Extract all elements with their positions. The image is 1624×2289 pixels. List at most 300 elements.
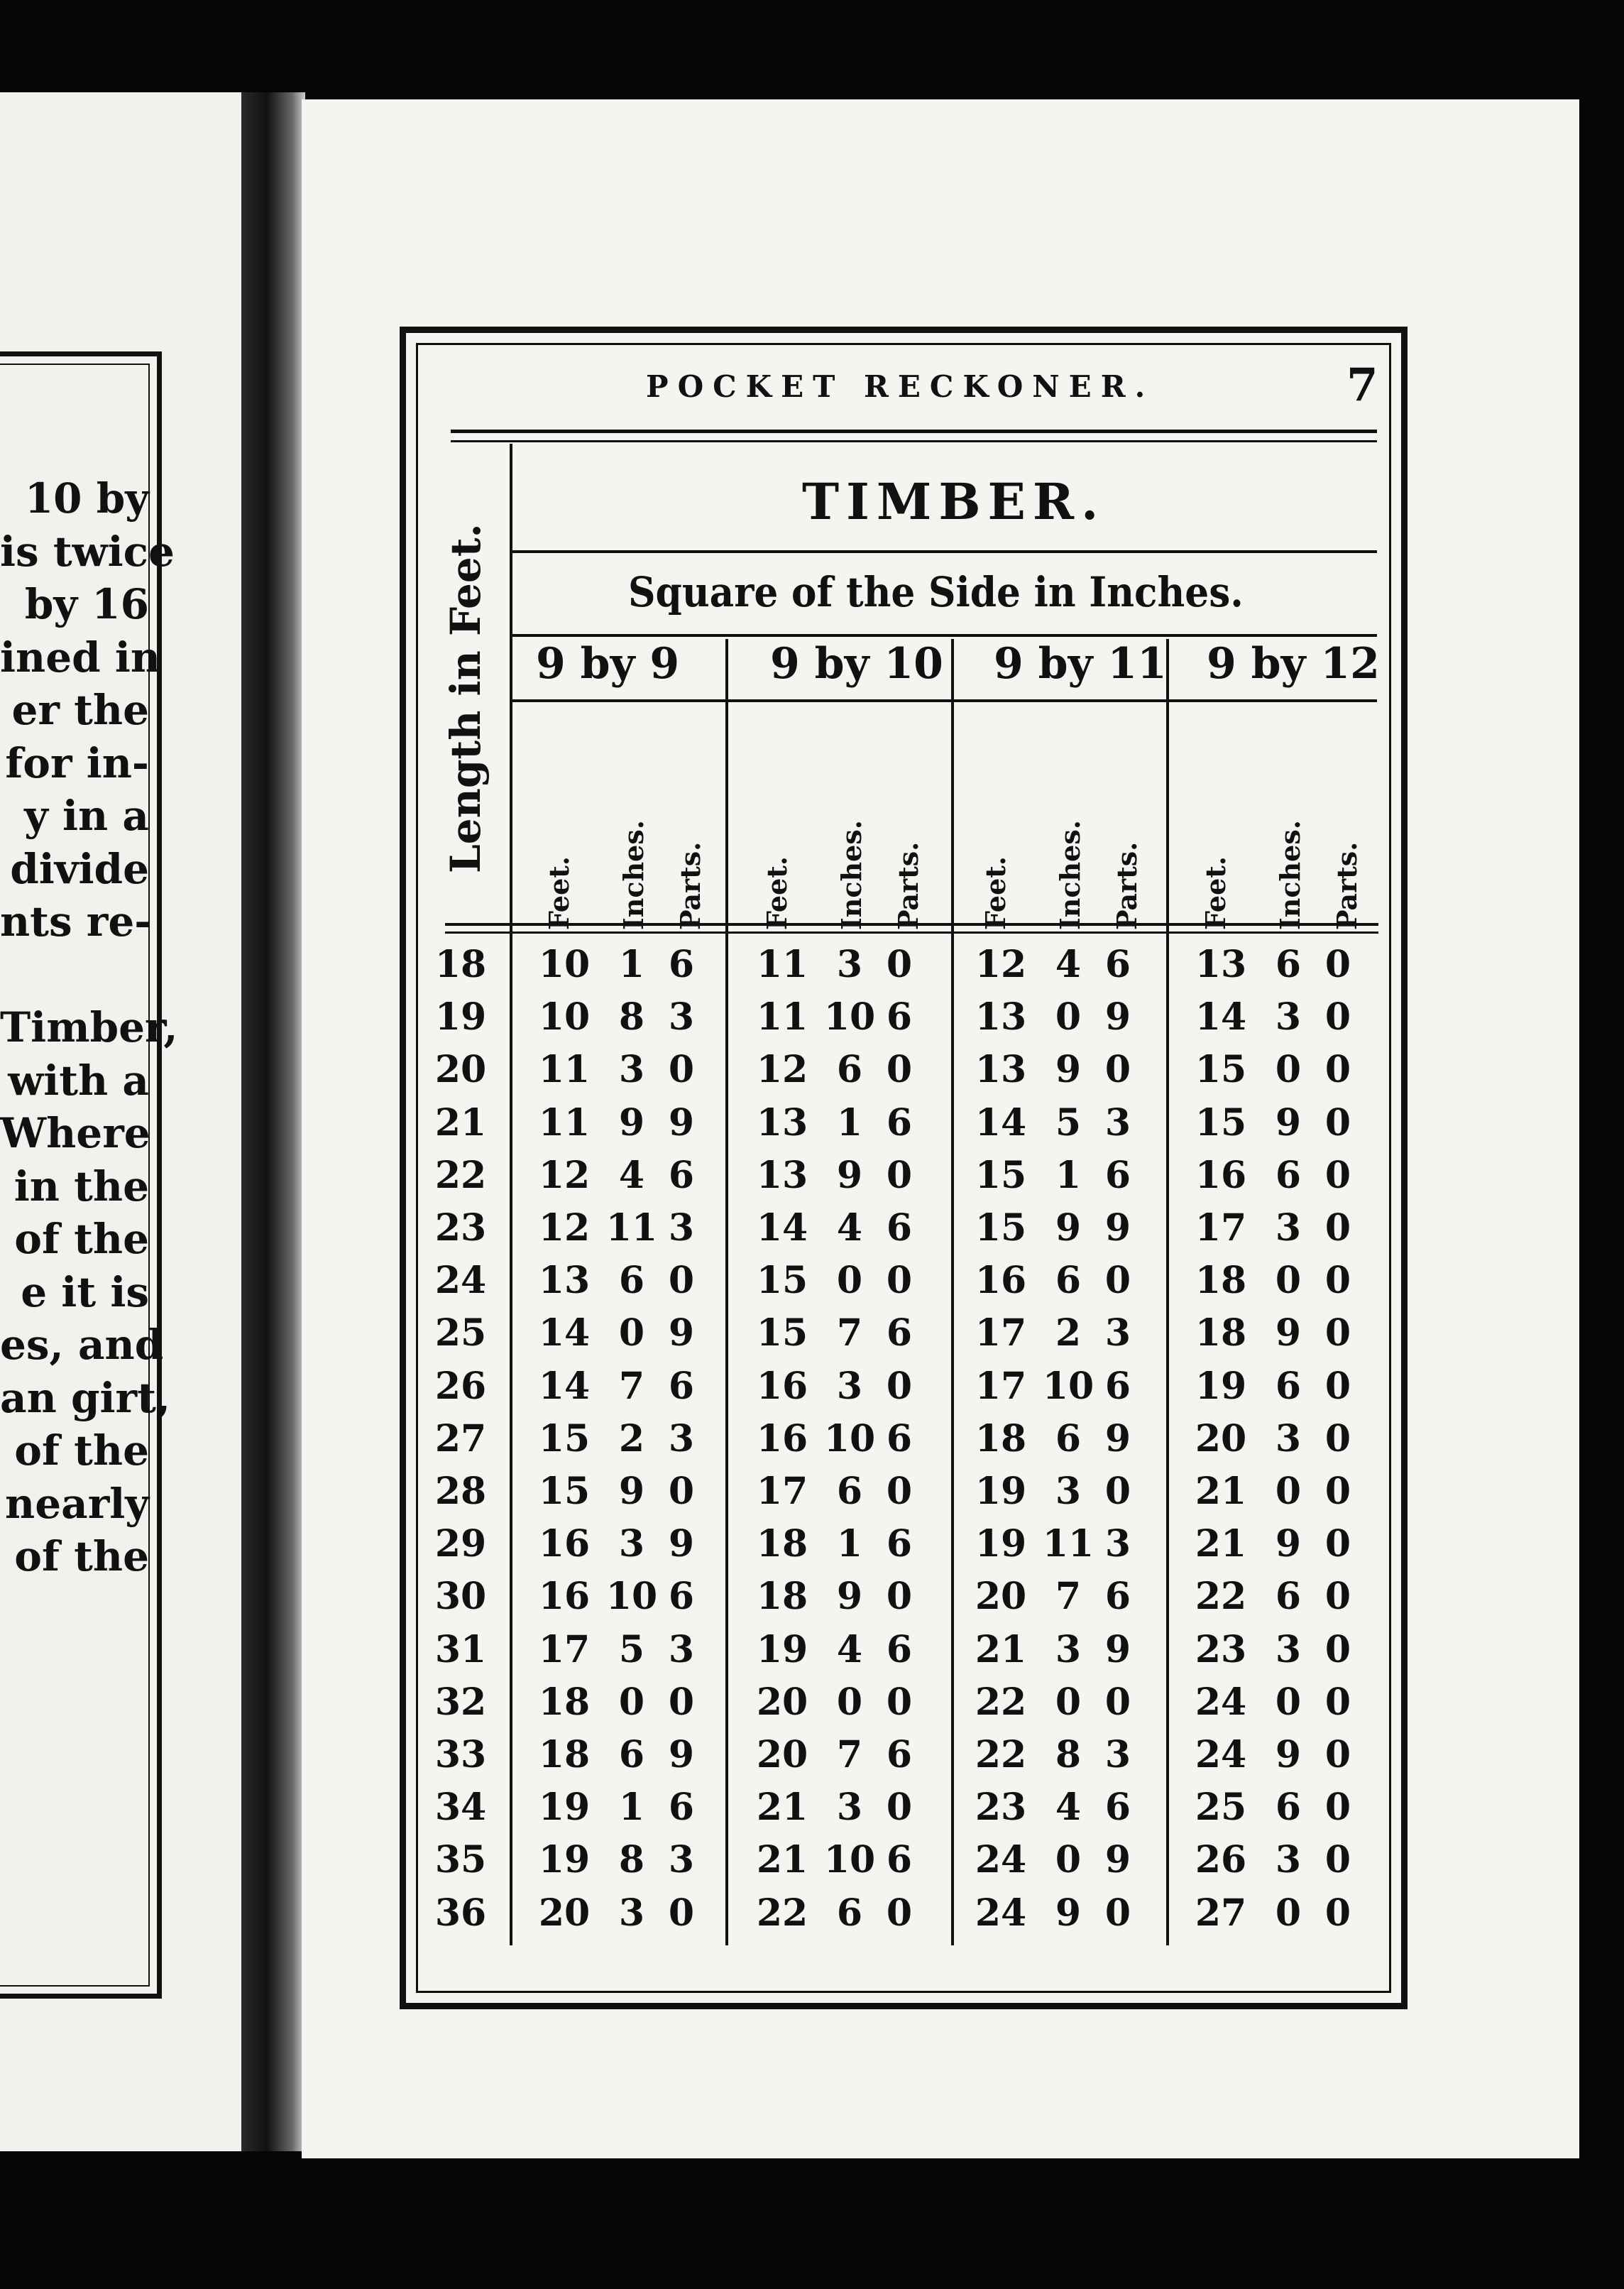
parts-cell: 0 — [1104, 1470, 1131, 1513]
inches-cell: 6 — [1055, 1416, 1082, 1460]
parts-cell: 6 — [886, 1100, 913, 1144]
feet-cell: 16 — [756, 1364, 808, 1408]
feet-cell: 14 — [538, 1311, 591, 1355]
unit-label-parts: Parts. — [892, 841, 924, 930]
inches-cell: 9 — [1275, 1100, 1302, 1144]
inches-cell: 0 — [836, 1680, 863, 1724]
unit-label-feet: Feet. — [1200, 856, 1231, 930]
parts-cell: 0 — [1324, 1627, 1351, 1671]
inches-cell: 3 — [836, 1786, 863, 1830]
inches-cell: 0 — [618, 1311, 645, 1355]
inches-cell: 3 — [618, 1048, 645, 1092]
feet-cell: 26 — [1195, 1838, 1247, 1882]
inches-cell: 9 — [1055, 1206, 1082, 1250]
inches-cell: 11 — [605, 1206, 658, 1250]
inches-cell: 0 — [1055, 1838, 1082, 1882]
left-page-line: nearly — [5, 1479, 149, 1528]
inches-cell: 3 — [1275, 1416, 1302, 1460]
inches-cell: 6 — [836, 1891, 863, 1935]
left-page-line: in the — [13, 1162, 149, 1211]
parts-cell: 0 — [1324, 1575, 1351, 1619]
size-label-9by12: 9 by 12 — [1207, 639, 1380, 689]
table-row — [0, 1417, 1624, 1470]
parts-cell: 0 — [1324, 1522, 1351, 1566]
parts-cell: 6 — [1104, 943, 1131, 986]
length-cell: 32 — [434, 1680, 487, 1724]
table-row — [0, 1733, 1624, 1786]
parts-cell: 0 — [1104, 1259, 1131, 1303]
feet-cell: 21 — [975, 1627, 1027, 1671]
unit-label-inches: Inches. — [835, 820, 867, 930]
table-row — [0, 1681, 1624, 1733]
left-page-line: with a — [8, 1056, 149, 1105]
feet-cell: 22 — [975, 1733, 1027, 1776]
inches-cell: 10 — [823, 1838, 876, 1882]
feet-cell: 19 — [538, 1786, 591, 1830]
size-label-9by9: 9 by 9 — [536, 639, 680, 689]
feet-cell: 20 — [756, 1733, 808, 1776]
unit-label-feet: Feet. — [980, 856, 1011, 930]
parts-cell: 9 — [1104, 1416, 1131, 1460]
feet-cell: 22 — [756, 1891, 808, 1935]
feet-cell: 15 — [975, 1206, 1027, 1250]
feet-cell: 18 — [538, 1733, 591, 1776]
feet-cell: 21 — [1195, 1470, 1247, 1513]
parts-cell: 0 — [886, 1153, 913, 1197]
inches-cell: 0 — [1275, 1470, 1302, 1513]
parts-cell: 0 — [886, 943, 913, 986]
table-row — [0, 1206, 1624, 1259]
parts-cell: 3 — [668, 1838, 695, 1882]
running-head: POCKET RECKONER. — [646, 369, 1155, 404]
feet-cell: 24 — [1195, 1733, 1247, 1776]
inches-cell: 8 — [618, 995, 645, 1039]
feet-cell: 12 — [538, 1206, 591, 1250]
inches-cell: 4 — [618, 1153, 645, 1197]
inches-cell: 6 — [836, 1048, 863, 1092]
parts-cell: 0 — [1324, 1259, 1351, 1303]
feet-cell: 12 — [975, 943, 1027, 986]
left-page-line: of the — [14, 1532, 149, 1580]
parts-cell: 6 — [886, 1522, 913, 1566]
inches-cell: 6 — [1275, 1786, 1302, 1830]
feet-cell: 27 — [1195, 1891, 1247, 1935]
feet-cell: 19 — [1195, 1364, 1247, 1408]
parts-cell: 6 — [886, 1733, 913, 1776]
table-row — [0, 1786, 1624, 1838]
feet-cell: 16 — [975, 1259, 1027, 1303]
feet-cell: 22 — [975, 1680, 1027, 1724]
feet-cell: 20 — [538, 1891, 591, 1935]
unit-label-feet: Feet. — [543, 856, 575, 930]
left-page-line: Where — [0, 1109, 150, 1157]
feet-cell: 22 — [1195, 1575, 1247, 1619]
parts-cell: 6 — [886, 1311, 913, 1355]
parts-cell: 0 — [1324, 1048, 1351, 1092]
units-rule-bottom — [445, 932, 1378, 934]
feet-cell: 15 — [538, 1470, 591, 1513]
left-page-line: by 16 — [24, 580, 149, 628]
parts-cell: 0 — [1104, 1048, 1131, 1092]
feet-cell: 19 — [538, 1838, 591, 1882]
inches-cell: 3 — [1275, 1838, 1302, 1882]
left-page-line: of the — [14, 1426, 149, 1475]
feet-cell: 11 — [756, 943, 808, 986]
unit-label-parts: Parts. — [1111, 841, 1143, 930]
parts-cell: 0 — [886, 1575, 913, 1619]
inches-cell: 11 — [1042, 1522, 1094, 1566]
left-page-line: of the — [14, 1215, 149, 1263]
feet-cell: 16 — [538, 1575, 591, 1619]
parts-cell: 9 — [1104, 995, 1131, 1039]
parts-cell: 3 — [1104, 1733, 1131, 1776]
inches-cell: 2 — [618, 1416, 645, 1460]
inches-cell: 3 — [836, 943, 863, 986]
left-page-line: nts re- — [0, 897, 152, 946]
parts-cell: 6 — [1104, 1153, 1131, 1197]
feet-cell: 18 — [1195, 1259, 1247, 1303]
inches-cell: 3 — [836, 1364, 863, 1408]
parts-cell: 3 — [1104, 1522, 1131, 1566]
parts-cell: 0 — [1104, 1680, 1131, 1724]
parts-cell: 0 — [668, 1891, 695, 1935]
inches-cell: 9 — [1275, 1522, 1302, 1566]
parts-cell: 0 — [886, 1786, 913, 1830]
parts-cell: 0 — [1324, 1733, 1351, 1776]
unit-label-inches: Inches. — [1054, 820, 1086, 930]
header-rule-bottom — [451, 440, 1377, 442]
feet-cell: 15 — [1195, 1048, 1247, 1092]
length-cell: 30 — [434, 1575, 487, 1619]
inches-cell: 0 — [1055, 995, 1082, 1039]
feet-cell: 13 — [538, 1259, 591, 1303]
inches-cell: 10 — [605, 1575, 658, 1619]
table-row — [0, 1154, 1624, 1206]
feet-cell: 13 — [756, 1153, 808, 1197]
inches-cell: 4 — [1055, 1786, 1082, 1830]
feet-cell: 13 — [975, 995, 1027, 1039]
table-row — [0, 943, 1624, 995]
length-cell: 34 — [434, 1786, 487, 1830]
feet-cell: 14 — [538, 1364, 591, 1408]
feet-cell: 20 — [756, 1680, 808, 1724]
parts-cell: 0 — [886, 1470, 913, 1513]
inches-cell: 0 — [618, 1680, 645, 1724]
parts-cell: 3 — [668, 1416, 695, 1460]
parts-cell: 6 — [886, 1206, 913, 1250]
parts-cell: 0 — [1324, 1153, 1351, 1197]
inches-cell: 3 — [1275, 995, 1302, 1039]
parts-cell: 0 — [1324, 1680, 1351, 1724]
length-cell: 24 — [434, 1259, 487, 1303]
feet-cell: 15 — [1195, 1100, 1247, 1144]
inches-cell: 1 — [1055, 1153, 1082, 1197]
length-cell: 33 — [434, 1733, 487, 1776]
feet-cell: 17 — [975, 1311, 1027, 1355]
page-number: 7 — [1346, 359, 1378, 412]
feet-cell: 18 — [1195, 1311, 1247, 1355]
feet-cell: 18 — [975, 1416, 1027, 1460]
feet-cell: 11 — [538, 1100, 591, 1144]
length-cell: 35 — [434, 1838, 487, 1882]
feet-cell: 21 — [1195, 1522, 1247, 1566]
parts-cell: 9 — [668, 1733, 695, 1776]
feet-cell: 17 — [756, 1470, 808, 1513]
inches-cell: 3 — [1275, 1627, 1302, 1671]
parts-cell: 6 — [1104, 1364, 1131, 1408]
parts-cell: 0 — [668, 1680, 695, 1724]
feet-cell: 24 — [975, 1891, 1027, 1935]
inches-cell: 9 — [618, 1100, 645, 1144]
parts-cell: 6 — [886, 995, 913, 1039]
parts-cell: 3 — [1104, 1311, 1131, 1355]
feet-cell: 25 — [1195, 1786, 1247, 1830]
parts-cell: 0 — [1324, 1416, 1351, 1460]
parts-cell: 9 — [1104, 1838, 1131, 1882]
parts-cell: 0 — [886, 1048, 913, 1092]
inches-cell: 3 — [1055, 1627, 1082, 1671]
parts-cell: 3 — [1104, 1100, 1131, 1144]
inches-cell: 0 — [1055, 1680, 1082, 1724]
inches-cell: 9 — [1275, 1311, 1302, 1355]
feet-cell: 23 — [975, 1786, 1027, 1830]
parts-cell: 9 — [1104, 1627, 1131, 1671]
left-page-line: es, and — [0, 1321, 164, 1369]
feet-cell: 18 — [756, 1522, 808, 1566]
table-row — [0, 1522, 1624, 1575]
size-label-9by11: 9 by 11 — [994, 639, 1167, 689]
parts-cell: 6 — [668, 1786, 695, 1830]
feet-cell: 14 — [1195, 995, 1247, 1039]
left-page-line: for in- — [5, 738, 149, 787]
inches-cell: 4 — [1055, 943, 1082, 986]
table-title: TIMBER. — [802, 472, 1106, 531]
feet-cell: 14 — [975, 1100, 1027, 1144]
left-page-line: e it is — [21, 1267, 149, 1316]
header-rule-top — [451, 430, 1377, 433]
table-row — [0, 1628, 1624, 1681]
parts-cell: 9 — [1104, 1206, 1131, 1250]
inches-cell: 10 — [1042, 1364, 1094, 1408]
feet-cell: 17 — [975, 1364, 1027, 1408]
parts-cell: 0 — [1324, 943, 1351, 986]
feet-cell: 18 — [756, 1575, 808, 1619]
inches-cell: 6 — [1275, 1575, 1302, 1619]
parts-cell: 0 — [668, 1470, 695, 1513]
inches-cell: 6 — [1055, 1259, 1082, 1303]
parts-cell: 3 — [668, 1627, 695, 1671]
inches-cell: 9 — [1055, 1048, 1082, 1092]
inches-cell: 0 — [1275, 1891, 1302, 1935]
inches-cell: 5 — [1055, 1100, 1082, 1144]
subtitle-rule — [511, 634, 1377, 637]
parts-cell: 0 — [1324, 1100, 1351, 1144]
table-row — [0, 1575, 1624, 1627]
left-page-line: divide — [10, 844, 149, 893]
inches-cell: 10 — [823, 995, 876, 1039]
inches-cell: 3 — [618, 1522, 645, 1566]
inches-cell: 8 — [1055, 1733, 1082, 1776]
parts-cell: 0 — [1324, 1206, 1351, 1250]
length-cell: 19 — [434, 995, 487, 1039]
parts-cell: 0 — [1324, 1838, 1351, 1882]
left-page-line: ined in — [0, 633, 161, 682]
unit-label-inches: Inches. — [618, 820, 649, 930]
inches-cell: 7 — [836, 1733, 863, 1776]
feet-cell: 19 — [975, 1470, 1027, 1513]
parts-cell: 0 — [1324, 1786, 1351, 1830]
inches-cell: 3 — [1055, 1470, 1082, 1513]
left-page-line: an girt, — [0, 1373, 171, 1422]
inches-cell: 4 — [836, 1627, 863, 1671]
parts-cell: 6 — [886, 1416, 913, 1460]
parts-cell: 3 — [668, 1206, 695, 1250]
table-row — [0, 1838, 1624, 1891]
inches-cell: 6 — [618, 1733, 645, 1776]
table-row — [0, 1470, 1624, 1522]
length-cell: 23 — [434, 1206, 487, 1250]
table-row — [0, 995, 1624, 1048]
parts-cell: 0 — [668, 1048, 695, 1092]
feet-cell: 19 — [975, 1522, 1027, 1566]
inches-cell: 1 — [836, 1522, 863, 1566]
parts-cell: 6 — [886, 1838, 913, 1882]
length-cell: 27 — [434, 1416, 487, 1460]
table-row — [0, 1259, 1624, 1311]
feet-cell: 12 — [756, 1048, 808, 1092]
feet-cell: 24 — [1195, 1680, 1247, 1724]
parts-cell: 6 — [886, 1627, 913, 1671]
feet-cell: 11 — [756, 995, 808, 1039]
parts-cell: 6 — [668, 943, 695, 986]
inches-cell: 1 — [618, 1786, 645, 1830]
inches-cell: 7 — [836, 1311, 863, 1355]
parts-cell: 0 — [886, 1259, 913, 1303]
feet-cell: 15 — [756, 1311, 808, 1355]
inches-cell: 6 — [836, 1470, 863, 1513]
parts-cell: 0 — [1324, 1311, 1351, 1355]
feet-cell: 13 — [756, 1100, 808, 1144]
feet-cell: 13 — [975, 1048, 1027, 1092]
left-page-line: 10 by — [24, 474, 149, 523]
inches-cell: 9 — [1055, 1891, 1082, 1935]
length-cell: 36 — [434, 1891, 487, 1935]
inches-cell: 7 — [618, 1364, 645, 1408]
feet-cell: 16 — [538, 1522, 591, 1566]
length-in-feet-label: Length in Feet. — [441, 523, 490, 873]
parts-cell: 0 — [1104, 1891, 1131, 1935]
inches-cell: 9 — [836, 1575, 863, 1619]
unit-label-parts: Parts. — [1331, 841, 1363, 930]
parts-cell: 0 — [886, 1364, 913, 1408]
inches-cell: 0 — [1275, 1259, 1302, 1303]
parts-cell: 0 — [1324, 1470, 1351, 1513]
feet-cell: 10 — [538, 943, 591, 986]
parts-cell: 6 — [668, 1364, 695, 1408]
parts-cell: 3 — [668, 995, 695, 1039]
length-cell: 18 — [434, 943, 487, 986]
inches-cell: 0 — [1275, 1048, 1302, 1092]
feet-cell: 15 — [756, 1259, 808, 1303]
length-cell: 20 — [434, 1048, 487, 1092]
inches-cell: 6 — [1275, 943, 1302, 986]
length-cell: 28 — [434, 1470, 487, 1513]
inches-cell: 2 — [1055, 1311, 1082, 1355]
feet-cell: 12 — [538, 1153, 591, 1197]
inches-cell: 8 — [618, 1838, 645, 1882]
title-rule — [511, 550, 1377, 553]
feet-cell: 17 — [538, 1627, 591, 1671]
feet-cell: 16 — [1195, 1153, 1247, 1197]
size-rule — [511, 699, 1377, 702]
feet-cell: 20 — [975, 1575, 1027, 1619]
inches-cell: 1 — [618, 943, 645, 986]
inches-cell: 10 — [823, 1416, 876, 1460]
table-row — [0, 1365, 1624, 1417]
parts-cell: 6 — [668, 1153, 695, 1197]
parts-cell: 6 — [668, 1575, 695, 1619]
feet-cell: 13 — [1195, 943, 1247, 986]
parts-cell: 0 — [886, 1680, 913, 1724]
left-page-line: y in a — [24, 792, 149, 840]
length-cell: 29 — [434, 1522, 487, 1566]
feet-cell: 21 — [756, 1786, 808, 1830]
inches-cell: 6 — [1275, 1364, 1302, 1408]
left-page-line: is twice — [0, 527, 175, 576]
feet-cell: 17 — [1195, 1206, 1247, 1250]
inches-cell: 9 — [1275, 1733, 1302, 1776]
parts-cell: 0 — [1324, 995, 1351, 1039]
inches-cell: 6 — [618, 1259, 645, 1303]
parts-cell: 0 — [1324, 1891, 1351, 1935]
length-cell: 31 — [434, 1627, 487, 1671]
length-cell: 25 — [434, 1311, 487, 1355]
parts-cell: 0 — [1324, 1364, 1351, 1408]
feet-cell: 10 — [538, 995, 591, 1039]
inches-cell: 0 — [1275, 1680, 1302, 1724]
feet-cell: 15 — [538, 1416, 591, 1460]
left-page-line: er the — [11, 686, 149, 734]
length-cell: 21 — [434, 1100, 487, 1144]
feet-cell: 11 — [538, 1048, 591, 1092]
table-subtitle: Square of the Side in Inches. — [628, 568, 1244, 616]
left-page-line: Timber, — [0, 1003, 178, 1051]
parts-cell: 9 — [668, 1100, 695, 1144]
inches-cell: 3 — [1275, 1206, 1302, 1250]
unit-label-feet: Feet. — [761, 856, 793, 930]
feet-cell: 15 — [975, 1153, 1027, 1197]
parts-cell: 0 — [886, 1891, 913, 1935]
length-cell: 26 — [434, 1364, 487, 1408]
parts-cell: 9 — [668, 1522, 695, 1566]
inches-cell: 9 — [618, 1470, 645, 1513]
inches-cell: 5 — [618, 1627, 645, 1671]
feet-cell: 16 — [756, 1416, 808, 1460]
feet-cell: 21 — [756, 1838, 808, 1882]
unit-label-parts: Parts. — [674, 841, 706, 930]
inches-cell: 3 — [618, 1891, 645, 1935]
table-row — [0, 1891, 1624, 1944]
feet-cell: 23 — [1195, 1627, 1247, 1671]
parts-cell: 6 — [1104, 1786, 1131, 1830]
inches-cell: 9 — [836, 1153, 863, 1197]
unit-label-inches: Inches. — [1274, 820, 1306, 930]
length-cell: 22 — [434, 1153, 487, 1197]
feet-cell: 18 — [538, 1680, 591, 1724]
feet-cell: 24 — [975, 1838, 1027, 1882]
parts-cell: 6 — [1104, 1575, 1131, 1619]
feet-cell: 19 — [756, 1627, 808, 1671]
